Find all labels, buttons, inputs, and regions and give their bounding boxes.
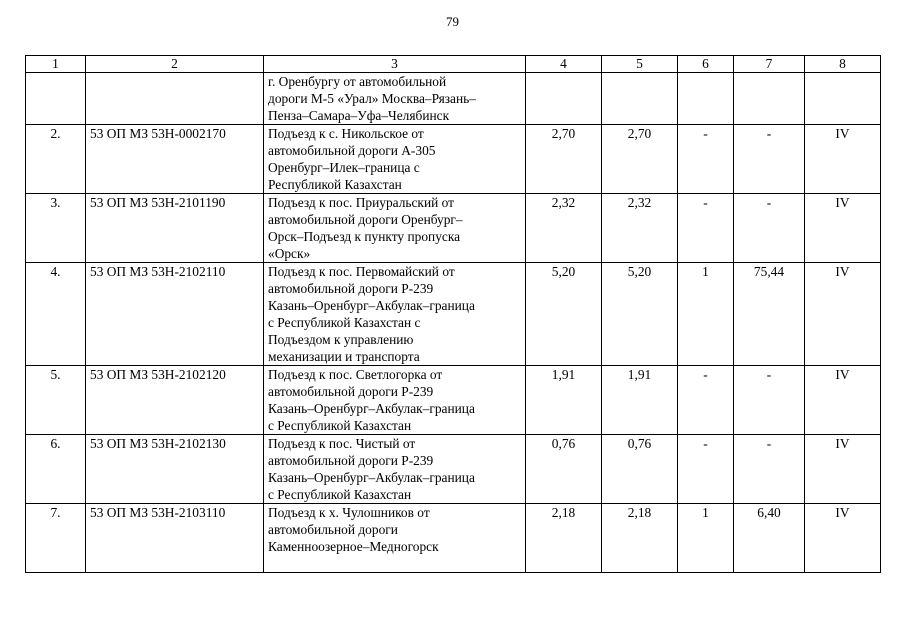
road-name-line: с Республикой Казахстан (268, 418, 412, 433)
cell-col-7: - (734, 125, 805, 194)
page-number: 79 (446, 14, 459, 29)
road-name-line: Подъездом к управлению (268, 332, 414, 347)
table-row (26, 194, 881, 263)
column-header: 7 (734, 56, 805, 73)
cell-col-5: 2,32 (602, 194, 678, 263)
road-name-line: Каменноозерное–Медногорск (268, 539, 439, 554)
cell-col-7: - (734, 435, 805, 504)
road-id-code: 53 ОП МЗ 53Н-2102130 (86, 435, 264, 504)
cell-col-6: 1 (678, 504, 734, 573)
road-name-line: Подъезд к пос. Приуральский от (268, 195, 454, 210)
road-name (264, 435, 526, 504)
road-id-code: 53 ОП МЗ 53Н-2101190 (86, 194, 264, 263)
cell-col-6: - (678, 366, 734, 435)
cell-col-4: 1,91 (526, 366, 602, 435)
road-id-code (86, 73, 264, 125)
road-name (264, 125, 526, 194)
road-name (264, 194, 526, 263)
cell-col-6: 1 (678, 263, 734, 366)
table-row (26, 504, 881, 573)
road-name-line: Подъезд к пос. Первомайский от (268, 264, 455, 279)
road-name-line: автомобильной дороги А-305 (268, 143, 436, 158)
road-name (264, 73, 526, 125)
road-name (264, 366, 526, 435)
road-id-code: 53 ОП МЗ 53Н-2102120 (86, 366, 264, 435)
table-row (26, 263, 881, 366)
road-name-line: Орск–Подъезд к пункту пропуска (268, 229, 461, 244)
cell-col-6 (678, 73, 734, 125)
row-number: 5. (26, 366, 86, 435)
row-number: 7. (26, 504, 86, 573)
road-name-line: с Республикой Казахстан (268, 487, 412, 502)
column-header: 1 (26, 56, 86, 73)
row-number (26, 73, 86, 125)
row-number: 6. (26, 435, 86, 504)
cell-col-5: 0,76 (602, 435, 678, 504)
cell-col-4: 2,70 (526, 125, 602, 194)
cell-col-6: - (678, 125, 734, 194)
cell-col-8 (805, 73, 881, 125)
cell-col-5: 1,91 (602, 366, 678, 435)
cell-col-8: IV (805, 366, 881, 435)
table-row (26, 366, 881, 435)
cell-col-4: 0,76 (526, 435, 602, 504)
road-name-line: Оренбург–Илек–граница с (268, 160, 420, 175)
road-id-code: 53 ОП МЗ 53Н-2103110 (86, 504, 264, 573)
road-name-line: автомобильной дороги Оренбург– (268, 212, 463, 227)
cell-col-8: IV (805, 435, 881, 504)
road-name-line: Казань–Оренбург–Акбулак–граница (268, 470, 475, 485)
cell-col-7 (734, 73, 805, 125)
column-header: 8 (805, 56, 881, 73)
table-body (26, 73, 881, 573)
road-name-line: Пенза–Самара–Уфа–Челябинск (268, 108, 450, 123)
road-name (264, 504, 526, 573)
column-header: 5 (602, 56, 678, 73)
cell-col-7: - (734, 366, 805, 435)
cell-col-6: - (678, 194, 734, 263)
cell-col-5: 5,20 (602, 263, 678, 366)
road-name-line: автомобильной дороги Р-239 (268, 281, 434, 296)
road-name-line: Подъезд к с. Никольское от (268, 126, 424, 141)
cell-col-7: 6,40 (734, 504, 805, 573)
column-header: 2 (86, 56, 264, 73)
table-row (26, 125, 881, 194)
road-name-line: дороги М-5 «Урал» Москва–Рязань– (268, 91, 476, 106)
cell-col-8: IV (805, 125, 881, 194)
table-row (26, 73, 881, 125)
road-name-line: Республикой Казахстан (268, 177, 402, 192)
row-number: 3. (26, 194, 86, 263)
road-name-line: автомобильной дороги Р-239 (268, 384, 434, 399)
cell-col-6: - (678, 435, 734, 504)
column-header: 6 (678, 56, 734, 73)
road-name-line: Казань–Оренбург–Акбулак–граница (268, 298, 475, 313)
row-number: 4. (26, 263, 86, 366)
column-header: 4 (526, 56, 602, 73)
cell-col-7: 75,44 (734, 263, 805, 366)
road-name-line: Подъезд к пос. Чистый от (268, 436, 416, 451)
cell-col-5: 2,70 (602, 125, 678, 194)
road-name-line: Подъезд к х. Чулошников от (268, 505, 430, 520)
road-name-line: механизации и транспорта (268, 349, 420, 364)
header-row (26, 56, 881, 73)
cell-col-8: IV (805, 263, 881, 366)
roads-table (25, 55, 881, 573)
cell-col-4: 2,32 (526, 194, 602, 263)
road-name-line: автомобильной дороги (268, 522, 398, 537)
cell-col-4 (526, 73, 602, 125)
road-id-code: 53 ОП МЗ 53Н-2102110 (86, 263, 264, 366)
road-name-line: г. Оренбургу от автомобильной (268, 74, 447, 89)
road-id-code: 53 ОП МЗ 53Н-0002170 (86, 125, 264, 194)
road-name-line: с Республикой Казахстан с (268, 315, 421, 330)
cell-col-4: 5,20 (526, 263, 602, 366)
road-name-line: Казань–Оренбург–Акбулак–граница (268, 401, 475, 416)
table-row (26, 435, 881, 504)
cell-col-5: 2,18 (602, 504, 678, 573)
road-name-line: автомобильной дороги Р-239 (268, 453, 434, 468)
cell-col-8: IV (805, 194, 881, 263)
road-name-line: «Орск» (268, 246, 311, 261)
column-header: 3 (264, 56, 526, 73)
cell-col-4: 2,18 (526, 504, 602, 573)
road-name (264, 263, 526, 366)
cell-col-5 (602, 73, 678, 125)
road-name-line: Подъезд к пос. Светлогорка от (268, 367, 443, 382)
cell-col-8: IV (805, 504, 881, 573)
row-number: 2. (26, 125, 86, 194)
cell-col-7: - (734, 194, 805, 263)
